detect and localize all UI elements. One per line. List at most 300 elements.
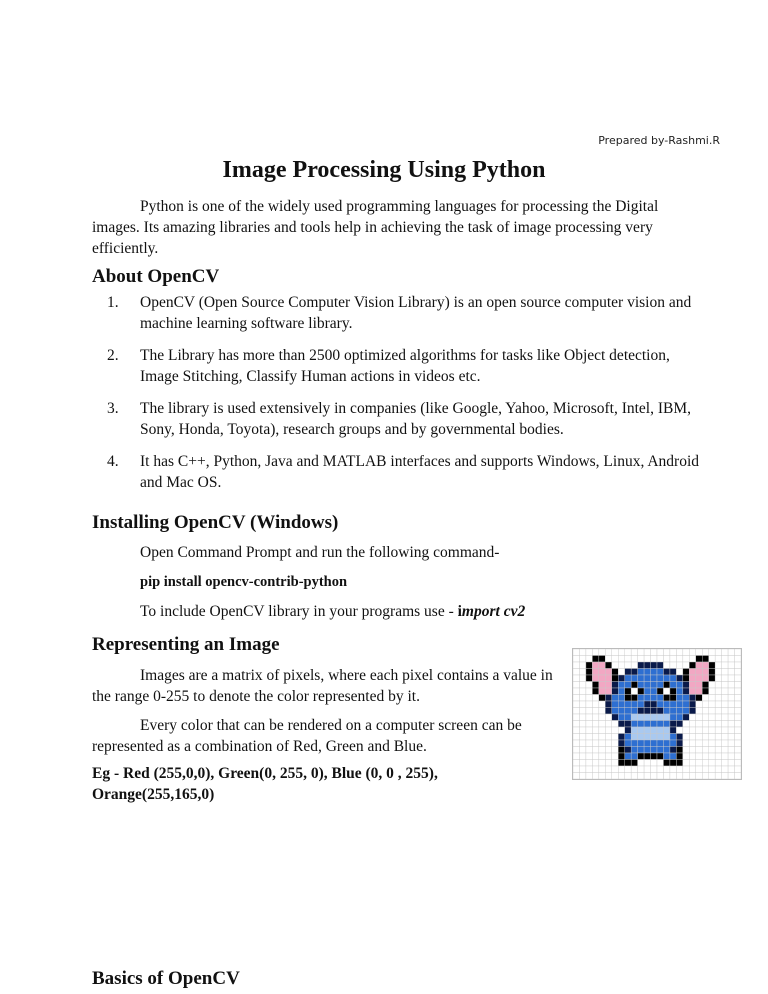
list-item-number: 3. bbox=[107, 400, 119, 417]
pixel-cell bbox=[638, 766, 644, 773]
pixel-cell bbox=[573, 662, 579, 669]
pixel-cell bbox=[696, 656, 702, 663]
pixel-cell bbox=[735, 669, 741, 676]
pixel-cell bbox=[631, 695, 637, 702]
pixel-cell bbox=[573, 708, 579, 715]
pixel-cell bbox=[670, 701, 676, 708]
about-list bbox=[92, 292, 712, 504]
pixel-cell bbox=[715, 773, 721, 780]
pixel-cell bbox=[638, 734, 644, 741]
pixel-cell bbox=[638, 708, 644, 715]
pixel-cell bbox=[586, 727, 592, 734]
pixel-cell bbox=[676, 714, 682, 721]
pixel-cell bbox=[651, 721, 657, 728]
pixel-cell bbox=[735, 721, 741, 728]
pixel-cell bbox=[722, 649, 728, 656]
pixel-cell bbox=[638, 727, 644, 734]
pixel-cell bbox=[689, 766, 695, 773]
pixel-cell bbox=[663, 740, 669, 747]
pixel-cell bbox=[683, 766, 689, 773]
pixel-cell bbox=[631, 662, 637, 669]
pixel-cell bbox=[612, 675, 618, 682]
pixel-cell bbox=[702, 701, 708, 708]
pixel-cell bbox=[651, 656, 657, 663]
pixel-cell bbox=[579, 708, 585, 715]
pixel-cell bbox=[644, 747, 650, 754]
pixel-cell bbox=[657, 682, 663, 689]
pixel-cell bbox=[683, 714, 689, 721]
pixel-cell bbox=[605, 747, 611, 754]
pixel-cell bbox=[702, 682, 708, 689]
pixel-cell bbox=[657, 649, 663, 656]
pixel-cell bbox=[586, 662, 592, 669]
pixel-cell bbox=[676, 773, 682, 780]
pixel-cell bbox=[618, 708, 624, 715]
pixel-cell bbox=[605, 721, 611, 728]
pixel-cell bbox=[715, 740, 721, 747]
pixel-cell bbox=[573, 766, 579, 773]
pixel-cell bbox=[728, 649, 734, 656]
pixel-cell bbox=[644, 662, 650, 669]
pixel-cell bbox=[631, 682, 637, 689]
pixel-cell bbox=[599, 714, 605, 721]
pixel-cell bbox=[612, 708, 618, 715]
pixel-cell bbox=[644, 682, 650, 689]
pixel-cell bbox=[638, 675, 644, 682]
pixel-cell bbox=[728, 688, 734, 695]
pixel-cell bbox=[599, 682, 605, 689]
pixel-cell bbox=[651, 760, 657, 767]
pixel-cell bbox=[573, 721, 579, 728]
pixel-cell bbox=[657, 708, 663, 715]
pixel-cell bbox=[599, 766, 605, 773]
about-heading: About OpenCV bbox=[92, 266, 220, 287]
pixel-cell bbox=[625, 649, 631, 656]
pixel-cell bbox=[586, 734, 592, 741]
pixel-cell bbox=[657, 688, 663, 695]
pixel-cell bbox=[715, 695, 721, 702]
pixel-cell bbox=[735, 701, 741, 708]
pixel-cell bbox=[592, 727, 598, 734]
pixel-cell bbox=[670, 708, 676, 715]
pixel-cell bbox=[715, 682, 721, 689]
pixel-cell bbox=[709, 766, 715, 773]
pixel-cell bbox=[644, 701, 650, 708]
pixel-cell bbox=[644, 656, 650, 663]
pixel-cell bbox=[605, 708, 611, 715]
pixel-cell bbox=[618, 773, 624, 780]
pixel-cell bbox=[612, 766, 618, 773]
pixel-cell bbox=[586, 766, 592, 773]
pixel-cell bbox=[599, 662, 605, 669]
import-statement: mport cv2 bbox=[461, 603, 526, 620]
pixel-cell bbox=[657, 773, 663, 780]
pixel-cell bbox=[605, 734, 611, 741]
pixel-cell bbox=[599, 773, 605, 780]
pixel-cell bbox=[722, 747, 728, 754]
pixel-cell bbox=[663, 669, 669, 676]
pixel-cell bbox=[573, 688, 579, 695]
pixel-cell bbox=[599, 708, 605, 715]
pixel-cell bbox=[657, 721, 663, 728]
pixel-cell bbox=[715, 721, 721, 728]
pixel-cell bbox=[644, 727, 650, 734]
pixel-cell bbox=[722, 669, 728, 676]
import-instruction bbox=[140, 601, 525, 622]
pixel-cell bbox=[657, 760, 663, 767]
pixel-cell bbox=[605, 766, 611, 773]
pixel-cell bbox=[722, 760, 728, 767]
pixel-cell bbox=[735, 773, 741, 780]
list-item-text: OpenCV (Open Source Computer Vision Library) is an open source computer vision and machine learning software library. bbox=[140, 294, 692, 332]
pixel-cell bbox=[722, 753, 728, 760]
pixel-cell bbox=[592, 773, 598, 780]
pixel-cell bbox=[683, 662, 689, 669]
pixel-cell bbox=[728, 701, 734, 708]
pixel-cell bbox=[612, 760, 618, 767]
pixel-cell bbox=[573, 649, 579, 656]
list-item-number: 2. bbox=[107, 347, 119, 364]
pixel-cell bbox=[644, 669, 650, 676]
pixel-cell bbox=[689, 721, 695, 728]
pixel-cell bbox=[670, 747, 676, 754]
pixel-cell bbox=[638, 753, 644, 760]
pixel-cell bbox=[683, 682, 689, 689]
pixel-cell bbox=[573, 669, 579, 676]
pixel-cell bbox=[702, 734, 708, 741]
pixel-cell bbox=[625, 753, 631, 760]
pixel-cell bbox=[644, 649, 650, 656]
pixel-cell bbox=[696, 662, 702, 669]
pixel-cell bbox=[605, 701, 611, 708]
pixel-cell bbox=[618, 747, 624, 754]
pixel-cell bbox=[663, 708, 669, 715]
pixel-cell bbox=[689, 688, 695, 695]
pixel-cell bbox=[586, 740, 592, 747]
pixel-cell bbox=[651, 701, 657, 708]
pixel-cell bbox=[625, 747, 631, 754]
pixel-cell bbox=[676, 747, 682, 754]
pixel-cell bbox=[676, 695, 682, 702]
pixel-cell bbox=[612, 773, 618, 780]
pixel-cell bbox=[702, 766, 708, 773]
pixel-cell bbox=[618, 675, 624, 682]
pixel-cell bbox=[715, 747, 721, 754]
prepared-by-label: Prepared by-Rashmi.R bbox=[598, 134, 720, 147]
pixel-cell bbox=[722, 740, 728, 747]
list-item-text: The library is used extensively in companies (like Google, Yahoo, Microsoft, Intel, IBM, Sony, Honda, Toyota), research groups and by governmental bodies. bbox=[140, 400, 692, 438]
pixel-cell bbox=[676, 721, 682, 728]
pixel-cell bbox=[586, 753, 592, 760]
pixel-cell bbox=[728, 740, 734, 747]
pixel-cell bbox=[573, 714, 579, 721]
pixel-cell bbox=[644, 734, 650, 741]
pixel-cell bbox=[638, 669, 644, 676]
pixel-cell bbox=[579, 662, 585, 669]
pixel-cell bbox=[625, 760, 631, 767]
pixel-cell bbox=[573, 760, 579, 767]
list-item bbox=[92, 292, 712, 334]
pixel-cell bbox=[599, 760, 605, 767]
pixel-cell bbox=[709, 760, 715, 767]
pixel-cell bbox=[663, 766, 669, 773]
pixel-cell bbox=[605, 688, 611, 695]
pixel-cell bbox=[689, 682, 695, 689]
pixel-cell bbox=[696, 747, 702, 754]
pixel-cell bbox=[612, 688, 618, 695]
pixel-cell bbox=[709, 747, 715, 754]
pixel-cell bbox=[728, 727, 734, 734]
pixel-cell bbox=[670, 734, 676, 741]
pixel-cell bbox=[715, 753, 721, 760]
pixel-cell bbox=[663, 701, 669, 708]
pixel-cell bbox=[715, 701, 721, 708]
pixel-cell bbox=[657, 662, 663, 669]
pixel-cell bbox=[657, 766, 663, 773]
pixel-cell bbox=[631, 760, 637, 767]
pixel-cell bbox=[586, 695, 592, 702]
pixel-cell bbox=[631, 701, 637, 708]
pixel-cell bbox=[644, 675, 650, 682]
pixel-cell bbox=[573, 682, 579, 689]
pixel-cell bbox=[702, 714, 708, 721]
pixel-cell bbox=[670, 773, 676, 780]
pixel-cell bbox=[735, 766, 741, 773]
pixel-cell bbox=[592, 714, 598, 721]
pixel-cell bbox=[715, 760, 721, 767]
list-item bbox=[92, 451, 712, 493]
pixel-cell bbox=[631, 649, 637, 656]
pixel-cell bbox=[689, 662, 695, 669]
pixel-cell bbox=[592, 656, 598, 663]
represent-text-1: Images are a matrix of pixels, where each pixel contains a value in the range 0-255 to denote the color represented by it. bbox=[92, 667, 553, 705]
pixel-cell bbox=[735, 675, 741, 682]
pixel-cell bbox=[599, 747, 605, 754]
pixel-cell bbox=[689, 675, 695, 682]
pixel-cell bbox=[702, 649, 708, 656]
pixel-cell bbox=[592, 721, 598, 728]
pixel-cell bbox=[735, 688, 741, 695]
pixel-cell bbox=[605, 675, 611, 682]
pixel-cell bbox=[683, 688, 689, 695]
pixel-cell bbox=[599, 649, 605, 656]
pixel-cell bbox=[586, 773, 592, 780]
pixel-cell bbox=[592, 734, 598, 741]
pixel-cell bbox=[631, 714, 637, 721]
pixel-cell bbox=[625, 766, 631, 773]
pixel-cell bbox=[689, 708, 695, 715]
pixel-cell bbox=[605, 760, 611, 767]
pixel-cell bbox=[631, 708, 637, 715]
pixel-cell bbox=[722, 695, 728, 702]
pixel-cell bbox=[696, 734, 702, 741]
pixel-cell bbox=[651, 753, 657, 760]
pixel-cell bbox=[644, 753, 650, 760]
pixel-cell bbox=[592, 649, 598, 656]
pixel-cell bbox=[625, 695, 631, 702]
import-initial: i bbox=[457, 603, 462, 620]
list-item-number: 1. bbox=[107, 294, 119, 311]
page-title: Image Processing Using Python bbox=[222, 157, 546, 183]
pixel-cell bbox=[683, 747, 689, 754]
color-examples: Eg - Red (255,0,0), Green(0, 255, 0), Blue (0, 0 , 255), Orange(255,165,0) bbox=[92, 765, 438, 803]
pixel-cell bbox=[715, 662, 721, 669]
pixel-cell bbox=[579, 649, 585, 656]
pixel-cell bbox=[657, 675, 663, 682]
pixel-cell bbox=[689, 656, 695, 663]
pixel-cell bbox=[631, 753, 637, 760]
pixel-cell bbox=[579, 773, 585, 780]
pixel-cell bbox=[618, 734, 624, 741]
pixel-cell bbox=[689, 701, 695, 708]
pixel-cell bbox=[702, 695, 708, 702]
pixel-cell bbox=[670, 766, 676, 773]
pixel-cell bbox=[709, 734, 715, 741]
pixel-cell bbox=[663, 656, 669, 663]
pixel-cell bbox=[631, 721, 637, 728]
pixel-cell bbox=[676, 649, 682, 656]
install-instruction: Open Command Prompt and run the following command- bbox=[140, 544, 500, 561]
pixel-cell bbox=[579, 701, 585, 708]
pixel-cell bbox=[605, 714, 611, 721]
pixel-cell bbox=[612, 753, 618, 760]
pixel-cell bbox=[651, 708, 657, 715]
pixel-cell bbox=[676, 656, 682, 663]
pixel-cell bbox=[651, 714, 657, 721]
pixel-cell bbox=[722, 734, 728, 741]
pixel-cell bbox=[670, 753, 676, 760]
pixel-cell bbox=[657, 656, 663, 663]
pixel-cell bbox=[709, 727, 715, 734]
pixel-cell bbox=[592, 675, 598, 682]
pixel-cell bbox=[728, 708, 734, 715]
pixel-cell bbox=[715, 714, 721, 721]
pixel-cell bbox=[599, 721, 605, 728]
pixel-cell bbox=[625, 734, 631, 741]
pixel-cell bbox=[618, 695, 624, 702]
pixel-cell bbox=[683, 727, 689, 734]
pixel-cell bbox=[689, 727, 695, 734]
pixel-cell bbox=[728, 766, 734, 773]
pixel-cell bbox=[663, 760, 669, 767]
pixel-cell bbox=[663, 727, 669, 734]
pixel-cell bbox=[670, 727, 676, 734]
pixel-cell bbox=[638, 682, 644, 689]
pixel-cell bbox=[696, 695, 702, 702]
pixel-cell bbox=[728, 714, 734, 721]
pixel-cell bbox=[683, 695, 689, 702]
pixel-cell bbox=[696, 721, 702, 728]
pixel-cell bbox=[670, 669, 676, 676]
represent-heading: Representing an Image bbox=[92, 634, 280, 655]
pixel-cell bbox=[728, 734, 734, 741]
pixel-cell bbox=[683, 656, 689, 663]
pixel-cell bbox=[586, 701, 592, 708]
pixel-cell bbox=[683, 708, 689, 715]
pixel-cell bbox=[644, 740, 650, 747]
pixel-cell bbox=[599, 656, 605, 663]
pixel-cell bbox=[676, 662, 682, 669]
pixel-cell bbox=[689, 753, 695, 760]
pixel-cell bbox=[586, 656, 592, 663]
pixel-cell bbox=[735, 656, 741, 663]
pixel-cell bbox=[579, 766, 585, 773]
pixel-cell bbox=[728, 773, 734, 780]
pixel-cell bbox=[709, 649, 715, 656]
pixel-cell bbox=[612, 721, 618, 728]
pixel-cell bbox=[709, 675, 715, 682]
pixel-cell bbox=[670, 656, 676, 663]
pixel-cell bbox=[709, 695, 715, 702]
pixel-cell bbox=[715, 649, 721, 656]
pixel-cell bbox=[573, 734, 579, 741]
pixel-cell bbox=[696, 701, 702, 708]
pixel-cell bbox=[586, 669, 592, 676]
pixel-cell bbox=[683, 669, 689, 676]
pixel-cell bbox=[605, 662, 611, 669]
pixel-cell bbox=[625, 721, 631, 728]
pixel-cell bbox=[651, 773, 657, 780]
pixel-cell bbox=[586, 675, 592, 682]
pixel-cell bbox=[689, 669, 695, 676]
pixel-cell bbox=[599, 753, 605, 760]
pixel-cell bbox=[651, 682, 657, 689]
pixel-cell bbox=[676, 740, 682, 747]
pixel-cell bbox=[676, 675, 682, 682]
pixel-cell bbox=[644, 760, 650, 767]
pixel-cell bbox=[696, 760, 702, 767]
pixel-cell bbox=[709, 708, 715, 715]
represent-paragraph-2 bbox=[92, 715, 562, 757]
pixel-cell bbox=[715, 656, 721, 663]
pixel-cell bbox=[599, 695, 605, 702]
pixel-cell bbox=[592, 682, 598, 689]
pixel-cell bbox=[722, 766, 728, 773]
pixel-cell bbox=[612, 682, 618, 689]
pixel-cell bbox=[638, 656, 644, 663]
pixel-cell bbox=[696, 766, 702, 773]
pixel-cell bbox=[657, 701, 663, 708]
pixel-cell bbox=[735, 662, 741, 669]
pixel-cell bbox=[696, 682, 702, 689]
list-item-text: The Library has more than 2500 optimized algorithms for tasks like Object detection, Image Stitching, Classify Human actions in videos etc. bbox=[140, 347, 670, 385]
pixel-cell bbox=[702, 753, 708, 760]
pixel-cell bbox=[715, 727, 721, 734]
pixel-cell bbox=[702, 675, 708, 682]
pixel-cell bbox=[683, 760, 689, 767]
pixel-cell bbox=[586, 714, 592, 721]
pixel-cell bbox=[715, 669, 721, 676]
pixel-cell bbox=[709, 773, 715, 780]
pixel-cell bbox=[735, 740, 741, 747]
pixel-cell bbox=[579, 721, 585, 728]
pixel-cell bbox=[735, 682, 741, 689]
pixel-cell bbox=[657, 753, 663, 760]
pixel-cell bbox=[709, 701, 715, 708]
pixel-cell bbox=[592, 760, 598, 767]
pixel-cell bbox=[573, 753, 579, 760]
pixel-cell bbox=[683, 675, 689, 682]
pixel-cell bbox=[651, 649, 657, 656]
pixel-cell bbox=[618, 662, 624, 669]
pixel-cell bbox=[618, 688, 624, 695]
pixel-cell bbox=[644, 708, 650, 715]
pixel-cell bbox=[638, 740, 644, 747]
pixel-cell bbox=[625, 688, 631, 695]
pixel-cell bbox=[670, 721, 676, 728]
pixel-cell bbox=[683, 649, 689, 656]
pixel-cell bbox=[696, 688, 702, 695]
